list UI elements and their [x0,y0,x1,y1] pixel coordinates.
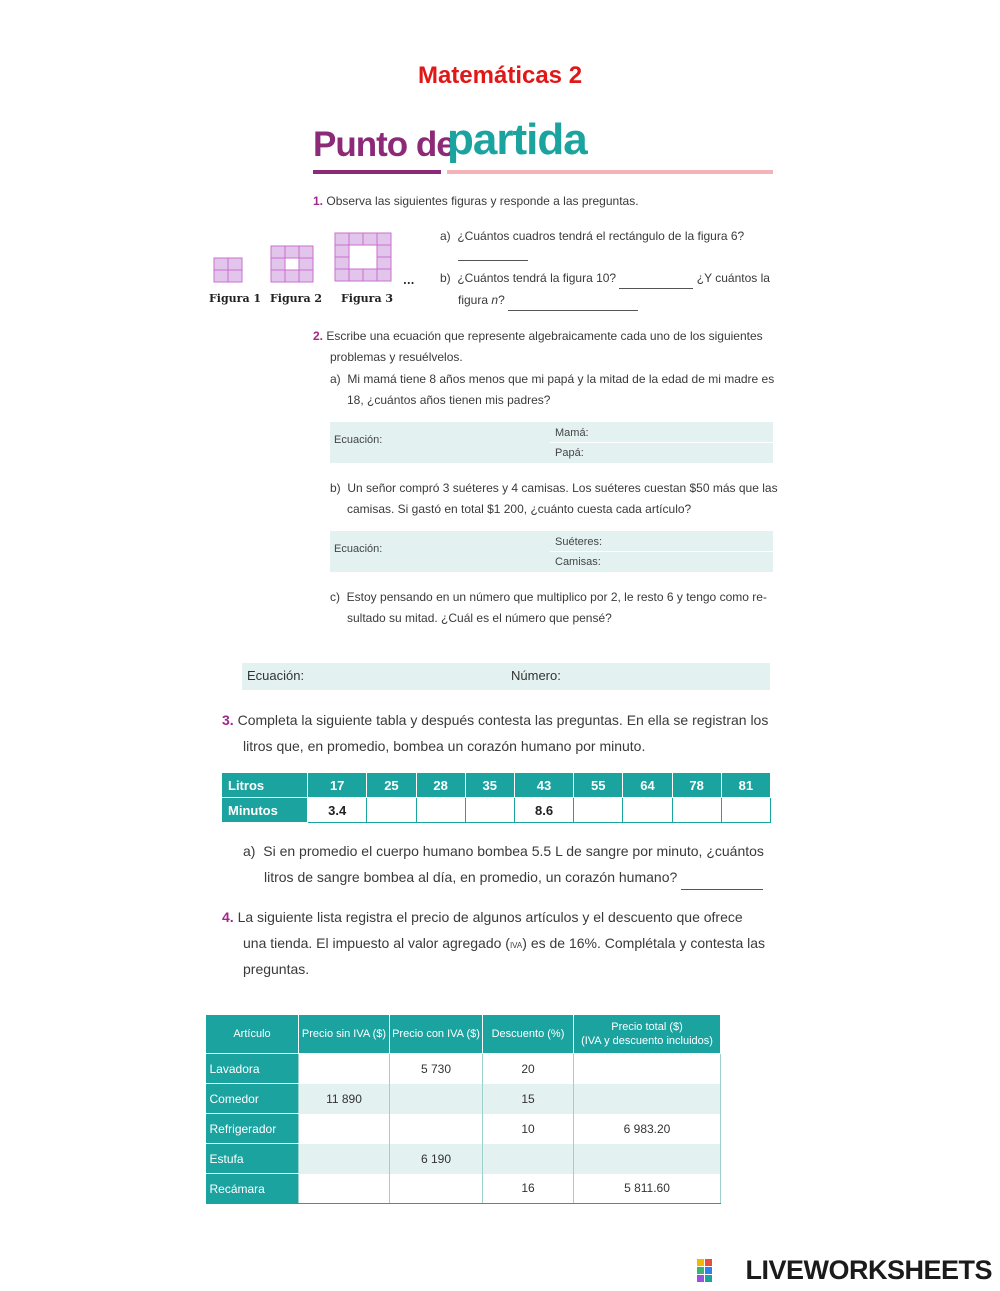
q3a-line1 [243,838,764,864]
col-articulo: Artículo [206,1015,299,1054]
q4-text2b: ) es de 16%. Complétala y contesta las [522,935,766,951]
cell-descuento: 15 [483,1084,574,1114]
cell-sin-iva: 11 890 [299,1084,390,1114]
minutos-cell: 3.4 [308,798,367,823]
q2b-box-divider [550,551,773,552]
row-articulo: Refrigerador [206,1114,299,1144]
q1a-text: ¿Cuántos cuadros tendrá el rectángulo de la figura 6? [457,229,745,243]
q4-text2a: una tienda. El impuesto al valor agregado ( [243,935,510,951]
q1b-n-answer-blank[interactable] [508,310,638,311]
q2-number: 2. [313,329,324,343]
figure-2-shape [271,246,313,282]
q4-line2 [243,930,765,959]
q1b-line2 [458,290,638,311]
q1a-answer-blank[interactable] [458,260,528,261]
cell-total: 6 983.20 [574,1114,721,1144]
q1b-variable: n [491,293,499,307]
col-precio-total-title: Precio total ($) [611,1021,683,1033]
cell-total[interactable] [574,1084,721,1114]
cell-con-iva[interactable] [390,1084,483,1114]
q2b-sueteres-label: Suéteres: [555,536,603,548]
cell-con-iva[interactable] [390,1174,483,1204]
cell-descuento[interactable] [483,1144,574,1174]
table-row [206,1114,721,1144]
minutos-input-cell[interactable] [672,798,721,823]
minutos-input-cell[interactable] [623,798,672,823]
litros-value: 81 [721,773,770,798]
q2-text2: problemas y resuélvelos. [330,350,463,364]
q2a-text2: 18, ¿cuántos años tienen mis padres? [347,393,551,407]
minutos-input-cell[interactable] [574,798,623,823]
precios-header-row [206,1015,721,1054]
figures-ellipsis: ... [403,274,415,287]
minutos-row-label: Minutos [222,798,308,823]
figures-pattern [200,228,400,290]
q2a-equation-label: Ecuación: [334,434,383,446]
col-descuento: Descuento (%) [483,1015,574,1054]
row-articulo: Estufa [206,1144,299,1174]
minutos-input-cell[interactable] [416,798,465,823]
q2c-text1: Estoy pensando en un número que multiplico por 2, le resto 6 y tengo como re- [346,590,767,604]
q2c-equation-label: Ecuación: [247,668,305,683]
litros-row-label: Litros [222,773,308,798]
q3-number: 3. [222,712,234,728]
table-row [206,1144,721,1174]
q2b-text2: camisas. Si gastó en total $1 200, ¿cuánto cuesta cada artículo? [347,502,692,516]
minutos-input-cell[interactable] [367,798,416,823]
q1b [440,268,780,289]
q2b-text1: Un señor compró 3 suéteres y 4 camisas. Los suéteres cuestan $50 más que las [347,481,778,495]
q3a-answer-blank[interactable] [681,889,763,890]
figure-2-label: Figura 2 [270,292,323,305]
cell-sin-iva[interactable] [299,1054,390,1084]
q2c-line1 [330,587,767,608]
cell-total: 5 811.60 [574,1174,721,1204]
q3a-label: a) [243,843,256,859]
heading-underline-magenta [313,170,441,174]
q2a-mama-label: Mamá: [555,427,589,439]
q3-text2: litros que, en promedio, bombea un corazón humano por minuto. [243,738,646,754]
q4-iva: IVA [509,941,523,950]
table-row [206,1054,721,1084]
liveworksheets-logo-icon [697,1259,721,1283]
q2b-equation-label: Ecuación: [334,543,383,555]
figure-1-shape [214,258,242,282]
q2a-box-divider [550,442,773,443]
litros-value: 28 [416,773,465,798]
minutos-input-cell[interactable] [721,798,770,823]
section-heading-part1: Punto de [313,125,455,164]
precios-table [205,1014,721,1204]
litros-minutos-table [221,772,771,823]
cell-sin-iva[interactable] [299,1174,390,1204]
q4-text1: La siguiente lista registra el precio de algunos artículos y el descuento que ofrece [237,909,743,925]
cell-con-iva: 6 190 [390,1144,483,1174]
q2-text1: Escribe una ecuación que represente algebraicamente cada uno de los siguientes [326,329,763,343]
litros-value: 64 [623,773,672,798]
litros-value: 78 [672,773,721,798]
col-precio-total [574,1015,721,1054]
q2a-answer-box [330,422,773,463]
q2-statement [313,326,763,347]
col-precio-con-iva: Precio con IVA ($) [390,1015,483,1054]
q1b-text3: figura [458,293,489,307]
cell-descuento: 16 [483,1174,574,1204]
q2a-papa-label: Papá: [555,447,584,459]
row-articulo: Lavadora [206,1054,299,1084]
liveworksheets-brand: LIVEWORKSHEETS [745,1255,992,1285]
figure-1-label: Figura 1 [209,292,262,305]
q2c-answer-box [242,663,770,690]
litros-row [222,773,771,798]
q3a-text2: litros de sangre bombea al día, en promedio, un corazón humano? [264,869,678,885]
q1b-question-mark: ? [498,293,505,307]
section-heading-part2: partida [447,115,587,164]
q3-text1: Completa la siguiente tabla y después contesta las preguntas. En ella se registran los [237,712,769,728]
table-row [206,1174,721,1204]
q2b-label: b) [330,481,341,495]
q1-number: 1. [313,194,324,208]
litros-value: 35 [465,773,514,798]
row-articulo: Comedor [206,1084,299,1114]
minutos-row [222,798,771,823]
q2c-text2: sultado su mitad. ¿Cuál es el número que pensé? [347,611,612,625]
q1a [440,226,744,247]
q3a-line2 [264,864,763,890]
q1b-answer-blank[interactable] [619,288,693,289]
q1b-label: b) [440,271,451,285]
q1-statement [313,191,639,212]
litros-value: 25 [367,773,416,798]
figure-3-label: Figura 3 [341,292,394,305]
q1a-label: a) [440,229,451,243]
worksheet-title: Matemáticas 2 [417,62,583,89]
figure-3-shape [335,233,391,281]
row-articulo: Recámara [206,1174,299,1204]
litros-value: 17 [308,773,367,798]
q2c-number-label: Número: [511,668,561,683]
q4-number: 4. [222,909,234,925]
cell-con-iva[interactable] [390,1114,483,1144]
q2a-label: a) [330,372,341,386]
q3-statement [222,707,768,733]
heading-underline-pink [447,170,773,174]
litros-value: 55 [574,773,623,798]
col-precio-total-note: (IVA y descuento incluidos) [581,1035,713,1047]
litros-value: 43 [514,773,573,798]
table-row [206,1084,721,1114]
cell-descuento: 10 [483,1114,574,1144]
q2b-answer-box [330,531,773,572]
q1b-text2: ¿Y cuántos la [696,271,770,285]
q2a-text1: Mi mamá tiene 8 años menos que mi papá y la mitad de la edad de mi madre es [347,372,775,386]
q1-text: Observa las siguientes figuras y responde a las preguntas. [326,194,639,208]
q4-text3: preguntas. [243,961,310,977]
minutos-cell: 8.6 [514,798,573,823]
col-precio-sin-iva: Precio sin IVA ($) [299,1015,390,1054]
minutos-input-cell[interactable] [465,798,514,823]
cell-sin-iva[interactable] [299,1144,390,1174]
cell-total[interactable] [574,1054,721,1084]
q1b-text: ¿Cuántos tendrá la figura 10? [457,271,617,285]
q2b-camisas-label: Camisas: [555,556,601,568]
q3a-text1: Si en promedio el cuerpo humano bombea 5.5 L de sangre por minuto, ¿cuántos [263,843,764,859]
q2a-line1 [330,369,774,390]
cell-descuento: 20 [483,1054,574,1084]
q2c-label: c) [330,590,340,604]
cell-con-iva: 5 730 [390,1054,483,1084]
q2b-line1 [330,478,778,499]
q4-statement [222,904,743,930]
cell-sin-iva[interactable] [299,1114,390,1144]
cell-total[interactable] [574,1144,721,1174]
